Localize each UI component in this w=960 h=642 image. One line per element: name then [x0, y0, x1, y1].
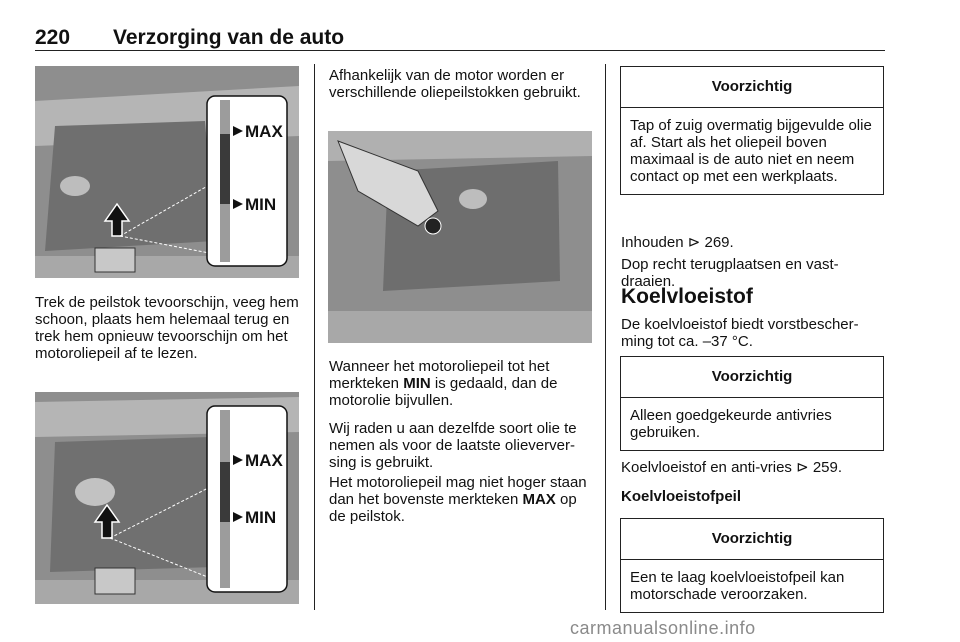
instruction-paragraph: Trek de peilstok tevoorschijn, veeg hem schoon, plaats hem helemaal terug en trek hem opnieuw tevoorschijn om het motoroliepeil af te lezen. — [35, 294, 299, 362]
chapter-title: Verzorging van de auto — [113, 26, 345, 49]
oil-filling-figure — [328, 131, 592, 343]
page-number: 220 — [35, 26, 71, 49]
arrow-ref-icon: ⊳ — [796, 459, 809, 476]
caution-body: Alleen goedgekeurde antivries gebruiken. — [630, 407, 832, 441]
header-rule — [35, 50, 885, 51]
caution-body: Tap of zuig overmatig bijgevulde olie af. Start als het oliepeil boven maximaal is de auto niet en neem contact op met een werkplaats. — [630, 117, 872, 185]
caution-box-antifreeze — [620, 356, 884, 451]
arrow-ref-icon: ⊳ — [687, 234, 701, 251]
caution-title: Voorzichtig — [621, 67, 883, 108]
watermark: carmanualsonline.info — [570, 618, 756, 638]
min-mark-label: MIN — [245, 195, 277, 214]
antifreeze-reference: Koelvloeistof en anti-vries ⊳ 259. — [621, 459, 843, 476]
engine-dipstick-figure — [35, 66, 299, 278]
cap-instruction: Dop recht terugplaatsen en vastdraaien. — [621, 256, 839, 290]
coolant-paragraph: De koelvloeistof biedt vorstbescherming tot ca. –37 °C. — [621, 316, 859, 350]
subsection-title: Koelvloeistofpeil — [621, 488, 742, 505]
engine-dipstick-figure-alt — [35, 392, 299, 604]
min-refill-paragraph: Wanneer het motoroliepeil tot het merkteken MIN is gedaald, dan de motorolie bijvullen. — [329, 358, 558, 409]
max-level-paragraph: Het motoroliepeil mag niet hoger staan dan het bovenste merkteken MAX op de peilstok. — [329, 474, 587, 525]
page-link[interactable]: 269. — [704, 234, 734, 251]
caution-box-oil — [620, 66, 884, 195]
column-divider — [314, 64, 315, 610]
max-mark-label: MAX — [245, 122, 283, 141]
section-title: Koelvloeistof — [621, 285, 753, 308]
column-divider — [605, 64, 606, 610]
page-link[interactable]: 259. — [812, 459, 843, 476]
caution-title: Voorzichtig — [621, 519, 883, 560]
max-mark-term: MAX — [522, 491, 556, 508]
dipstick-variants-paragraph: Afhankelijk van de motor worden er verschillende oliepeilstokken gebruikt. — [329, 67, 581, 101]
caution-box-coolant-level — [620, 518, 884, 613]
caution-title: Voorzichtig — [621, 357, 883, 398]
max-mark-label: MAX — [245, 451, 283, 470]
caution-body: Een te laag koelvloeistofpeil kan motorschade veroorzaken. — [630, 569, 845, 603]
min-mark-label: MIN — [245, 508, 277, 527]
page-header — [35, 26, 885, 52]
min-mark-term: MIN — [403, 375, 431, 392]
oil-type-paragraph: Wij raden u aan dezelfde soort olie te nemen als voor de laatste olieverversing is gebruikt. — [329, 420, 577, 471]
contents-reference: Inhouden ⊳ 269. — [621, 234, 734, 251]
